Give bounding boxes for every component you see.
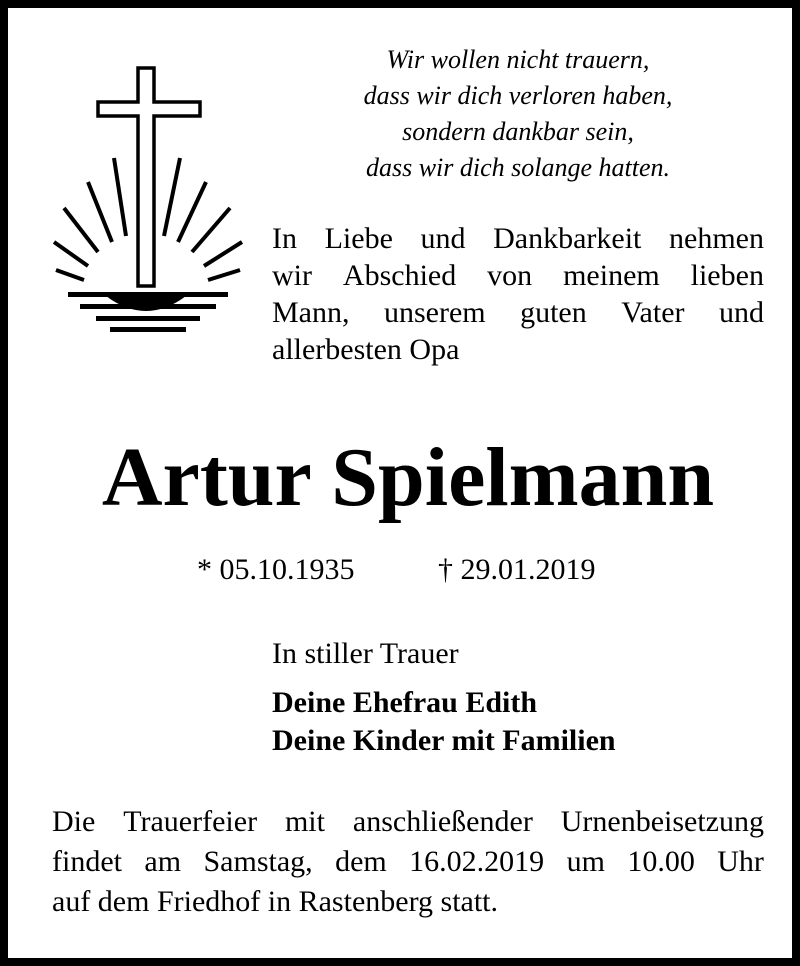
notice-word: Urnenbeisetzung [560,805,764,838]
notice-line [52,802,764,842]
notice-line: auf dem Friedhof in Rastenberg statt. [52,885,499,918]
intro-line [272,257,764,294]
death-date: † 29.01.2019 [438,553,596,586]
intro-line: allerbesten Opa [272,333,460,366]
poem-line: dass wir dich verloren haben, [363,81,673,110]
birth-date: * 05.10.1935 [197,553,355,586]
intro-word: In [272,222,297,255]
intro-word: Dankbarkeit [493,222,642,255]
intro-word: Mann, [272,296,350,329]
poem [308,42,728,186]
intro-word: nehmen [669,222,764,255]
notice-word: dem [335,845,387,878]
notice-word: anschließender [352,805,533,838]
notice-word: mit [284,805,325,838]
notice-word: um [566,845,605,878]
notice-word: 16.02.2019 [409,845,545,878]
poem-line: Wir wollen nicht trauern, [386,45,650,74]
intro-word: Liebe [324,222,393,255]
notice-word: Die [52,805,96,838]
notice-word: am [144,845,182,878]
intro-word: unserem [383,296,486,329]
intro-word: lieben [690,259,764,292]
intro-word: Abschied [342,259,457,292]
poem-line: sondern dankbar sein, [402,117,634,146]
poem-line: dass wir dich solange hatten. [365,153,671,182]
funeral-notice [52,802,764,922]
intro-word: wir [272,259,312,292]
intro-line [272,220,764,257]
intro-word: meinem [563,259,660,292]
family-line: Deine Kinder mit Familien [272,724,616,757]
intro-line [272,294,764,331]
mourning-label: In stiller Trauer [272,637,459,670]
intro-text [272,220,764,368]
notice-line [52,842,764,882]
family-signatures [272,684,616,760]
notice-word: Trauerfeier [123,805,258,838]
intro-word: guten [520,296,587,329]
deceased-name: Artur Spielmann [101,431,715,524]
intro-word: Vater [621,296,685,329]
notice-word: Samstag, [203,845,313,878]
family-line: Deine Ehefrau Edith [272,686,538,719]
notice-word: Uhr [717,845,764,878]
cross-sunrise-icon [50,66,248,336]
intro-word: und [420,222,466,255]
notice-word: findet [52,845,122,878]
notice-word: 10.00 [627,845,695,878]
intro-word: von [487,259,533,292]
intro-word: und [718,296,764,329]
